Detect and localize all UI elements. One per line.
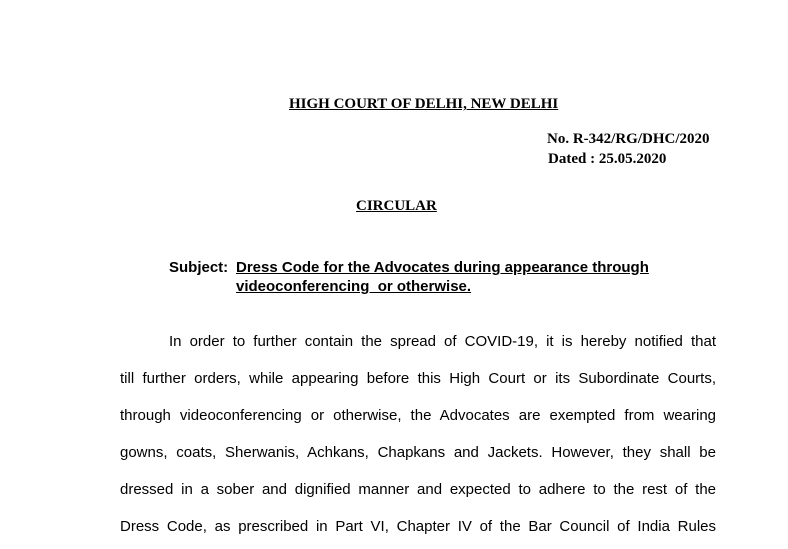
body-paragraph-line-2: till further orders, while appearing before this High Court or its Subordinate Courts, bbox=[120, 370, 716, 387]
circular-title: CIRCULAR bbox=[356, 198, 437, 214]
body-paragraph-line-6: Dress Code, as prescribed in Part VI, Chapter IV of the Bar Council of India Rules bbox=[120, 518, 716, 535]
subject-label: Subject: bbox=[169, 259, 229, 276]
court-heading: HIGH COURT OF DELHI, NEW DELHI bbox=[289, 96, 559, 112]
subject-text-line-1: Dress Code for the Advocates during appearance through bbox=[236, 259, 649, 276]
body-paragraph-line-1: In order to further contain the spread of COVID-19, it is hereby notified that bbox=[169, 333, 716, 350]
body-paragraph-line-5: dressed in a sober and dignified manner and expected to adhere to the rest of the bbox=[120, 481, 716, 498]
reference-number: No. R-342/RG/DHC/2020 bbox=[547, 131, 710, 147]
date-line: Dated : 25.05.2020 bbox=[548, 151, 667, 167]
body-paragraph-line-3: through videoconferencing or otherwise, the Advocates are exempted from wearing bbox=[120, 407, 716, 424]
subject-text-line-2: videoconferencing or otherwise. bbox=[236, 278, 472, 295]
body-paragraph-line-4: gowns, coats, Sherwanis, Achkans, Chapkans and Jackets. However, they shall be bbox=[120, 444, 716, 461]
